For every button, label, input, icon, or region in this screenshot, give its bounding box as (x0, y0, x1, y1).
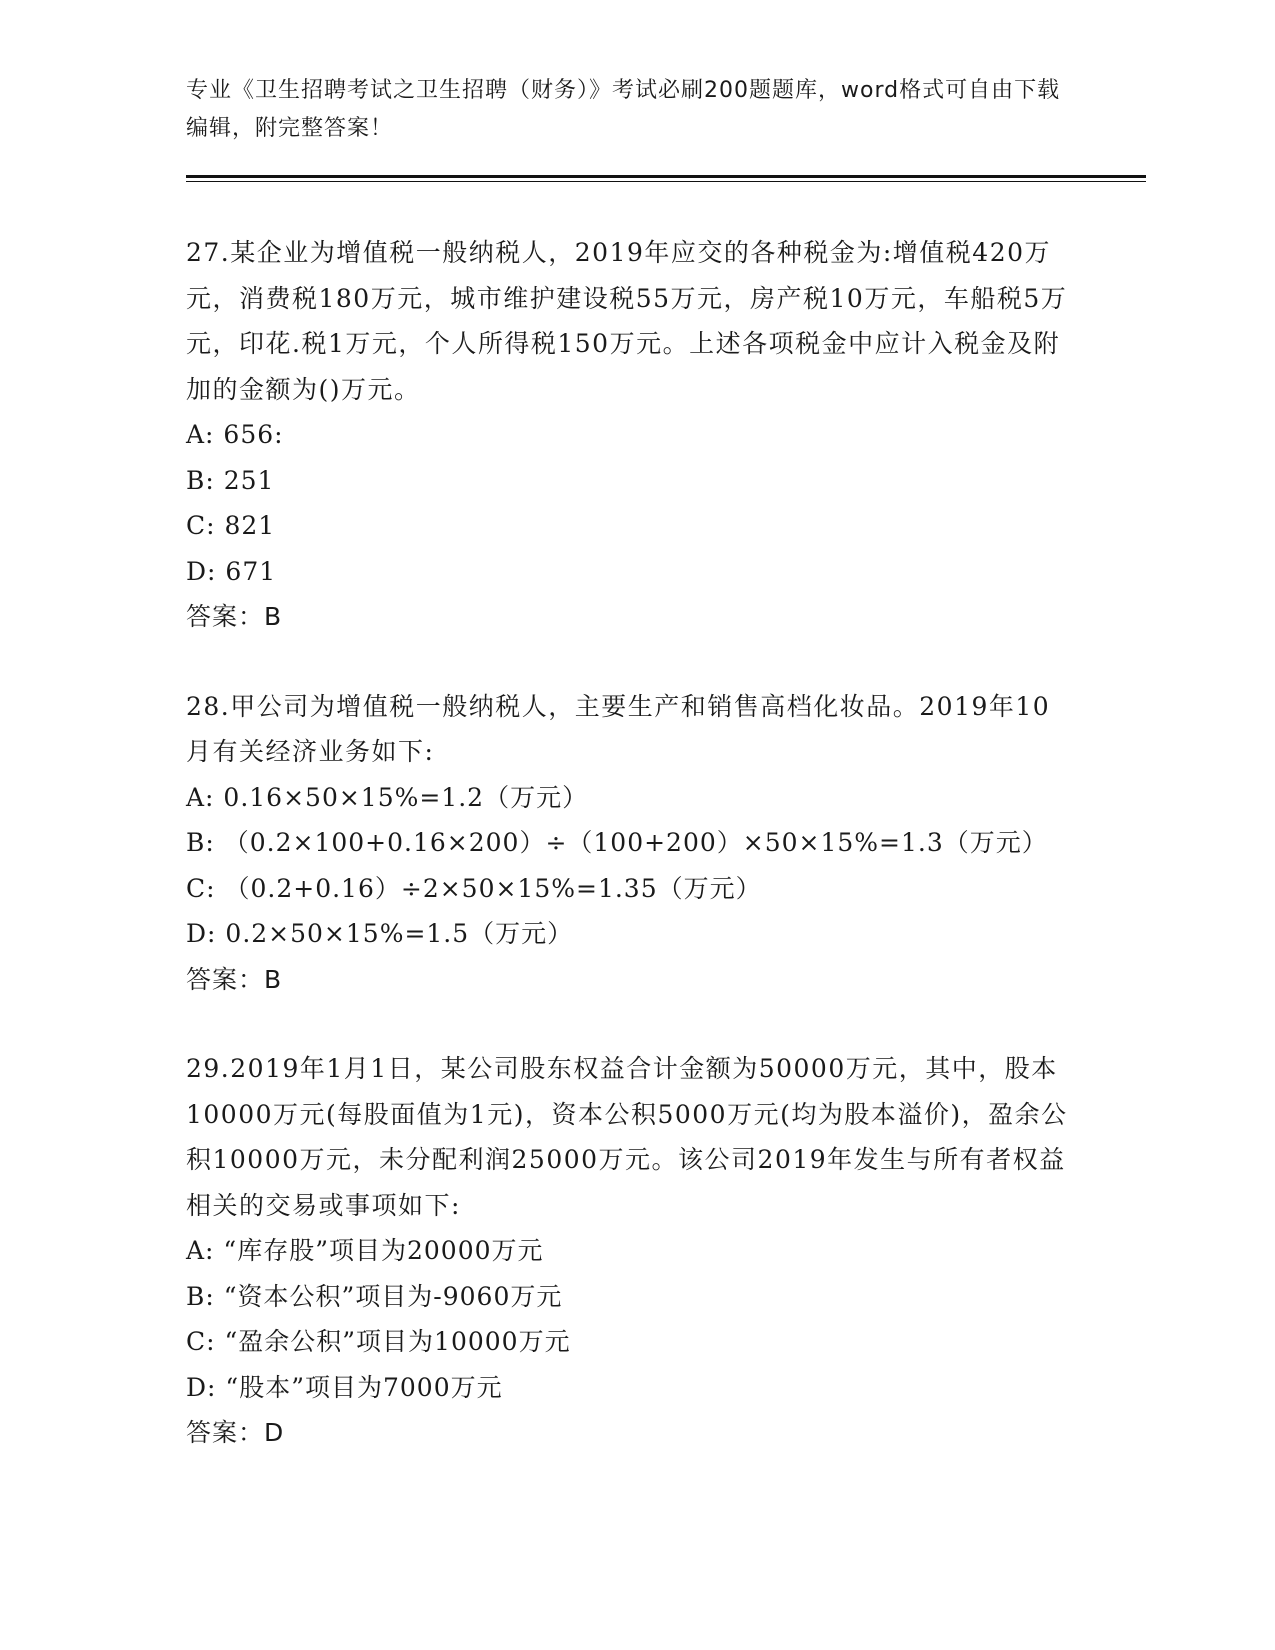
document-header: 专业《卫生招聘考试之卫生招聘（财务）》考试必刷200题题库，word格式可自由下载编辑，附完整答案！ (186, 78, 1061, 141)
header-rule-thin (186, 181, 1146, 182)
option-b: B: “资本公积”项目为-9060万元 (186, 1281, 563, 1311)
option-d: D: 0.2×50×15%=1.5（万元） (186, 919, 574, 948)
option-c: C: “盈余公积”项目为10000万元 (186, 1327, 571, 1356)
option-c: C: （0.2+0.16）÷2×50×15%=1.35（万元） (186, 873, 762, 903)
option-d: D: 671 (186, 556, 277, 586)
option-b: B: （0.2×100+0.16×200）÷（100+200）×50×15%=1.3（万元） (186, 828, 1048, 857)
question-list (186, 230, 1086, 1500)
answer: 答案：B (186, 602, 283, 631)
option-a: A: “库存股”项目为20000万元 (186, 1236, 544, 1265)
option-c: C: 821 (186, 511, 276, 540)
question-28 (186, 684, 1086, 1003)
question-29 (186, 1046, 1086, 1456)
question-stem: 28.甲公司为增值税一般纳税人，主要生产和销售高档化妆品。2019年10月有关经济业务如下: (186, 691, 1051, 766)
answer: 答案：B (186, 964, 283, 994)
option-a: A: 656: (186, 420, 284, 449)
option-d: D: “股本”项目为7000万元 (186, 1372, 503, 1402)
answer: 答案：D (186, 1418, 285, 1447)
question-27 (186, 230, 1086, 640)
option-b: B: 251 (186, 465, 275, 495)
question-stem: 29.2019年1月1日，某公司股东权益合计金额为50000万元，其中，股本10000万元(每股面值为1元)，资本公积5000万元(均为股本溢价)，盈余公积10000万元，未分配利润25000万元。该公司2019年发生与所有者权益相关的交易或事项如下: (186, 1054, 1068, 1220)
option-a: A: 0.16×50×15%=1.2（万元） (186, 782, 589, 812)
header-rule-thick (186, 175, 1146, 178)
question-stem: 27.某企业为增值税一般纳税人，2019年应交的各种税金为:增值税420万元，消费税180万元，城市维护建设税55万元，房产税10万元，车船税5万元，印花.税1万元，个人所得税150万元。上述各项税金中应计入税金及附加的金额为()万元。 (186, 238, 1068, 404)
